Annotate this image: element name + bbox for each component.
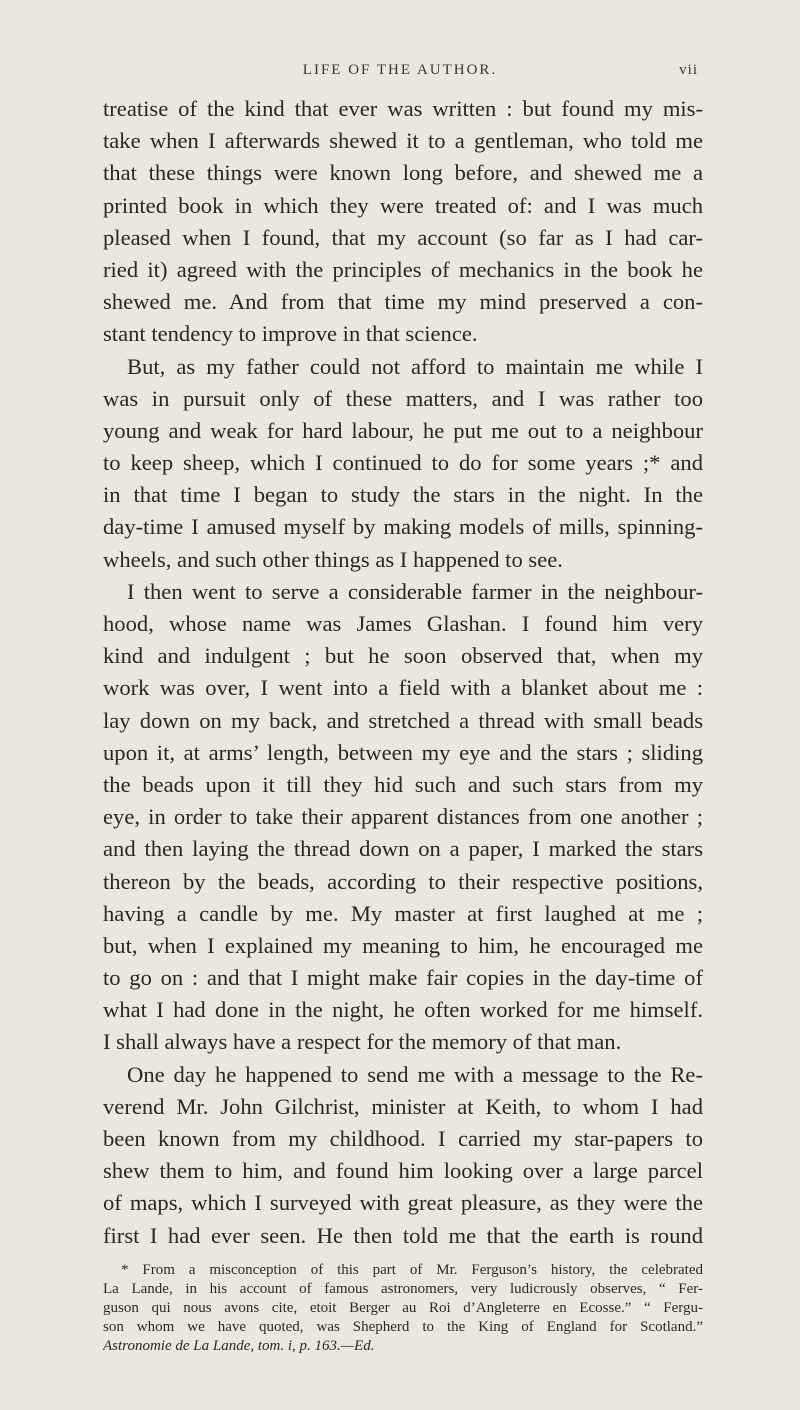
text-line: young and weak for hard labour, he put me out to a neighbour xyxy=(103,417,703,443)
running-title: LIFE OF THE AUTHOR. xyxy=(302,62,498,78)
text-line: eye, in order to take their apparent distances from one another ; xyxy=(103,804,703,830)
text-line: in that time I began to study the stars in the night. In the xyxy=(103,482,703,508)
text-line: work was over, I went into a field with a blanket about me : xyxy=(103,675,703,701)
text-line: treatise of the kind that ever was written : but found my mis- xyxy=(103,96,703,121)
text-line: shew them to him, and found him looking over a large parcel xyxy=(103,1158,703,1184)
text-line: that these things were known long before, and shewed me a xyxy=(103,160,703,186)
text-line: lay down on my back, and stretched a thread with small beads xyxy=(103,707,703,733)
text-line: take when I afterwards shewed it to a gentleman, who told me xyxy=(103,128,703,154)
text-line: thereon by the beads, according to their respective positions, xyxy=(103,868,703,894)
text-line: hood, whose name was James Glashan. I found him very xyxy=(103,611,703,636)
running-head xyxy=(0,62,800,86)
text-line: verend Mr. John Gilchrist, minister at Keith, to whom I had xyxy=(103,1093,703,1119)
text-line: I shall always have a respect for the memory of that man. xyxy=(103,1029,622,1055)
text-line: to go on : and that I might make fair copies in the day-time of xyxy=(103,965,703,991)
text-line: and then laying the thread down on a paper, I marked the stars xyxy=(103,836,703,862)
text-line: One day he happened to send me with a message to the Re- xyxy=(127,1061,703,1087)
footnote-line: son whom we have quoted, was Shepherd to the King of England for Scotland.” xyxy=(103,1319,703,1335)
text-line: shewed me. And from that time my mind preserved a con- xyxy=(103,289,703,315)
text-line: wheels, and such other things as I happened to see. xyxy=(103,546,563,572)
text-line: But, as my father could not afford to maintain me while I xyxy=(127,353,703,379)
text-line: of maps, which I surveyed with great pleasure, as they were the xyxy=(103,1190,703,1216)
text-line: printed book in which they were treated of: and I was much xyxy=(103,192,703,218)
text-line: kind and indulgent ; but he soon observed that, when my xyxy=(103,643,703,669)
body-text xyxy=(103,93,703,1252)
text-line: day-time I amused myself by making models of mills, spinning- xyxy=(103,514,703,540)
text-line: first I had ever seen. He then told me that the earth is round xyxy=(103,1222,703,1248)
text-line: was in pursuit only of these matters, and I was rather too xyxy=(103,385,703,411)
text-line: pleased when I found, that my account (so far as I had car- xyxy=(103,224,703,250)
page-number: vii xyxy=(679,62,698,78)
footnote xyxy=(103,1261,703,1356)
text-line: the beads upon it till they hid such and such stars from my xyxy=(103,771,703,797)
footnote-line: guson qui nous avons cite, etoit Berger au Roi d’Angleterre en Ecosse.” “ Fergu- xyxy=(103,1300,703,1316)
text-line: having a candle by me. My master at first laughed at me ; xyxy=(103,900,703,926)
footnote-line: La Lande, in his account of famous astronomers, very ludicrously observes, “ Fer- xyxy=(103,1281,703,1297)
text-line: been known from my childhood. I carried my star-papers to xyxy=(103,1126,703,1151)
footnote-line: Astronomie de La Lande, tom. i, p. 163.—Ed. xyxy=(103,1338,375,1354)
text-line: what I had done in the night, he often worked for me himself. xyxy=(103,997,703,1023)
text-line: upon it, at arms’ length, between my eye and the stars ; sliding xyxy=(103,739,703,765)
text-line: ried it) agreed with the principles of mechanics in the book he xyxy=(103,256,703,282)
text-line: but, when I explained my meaning to him, he encouraged me xyxy=(103,932,703,958)
text-line: to keep sheep, which I continued to do for some years ;* and xyxy=(103,450,703,476)
text-line: I then went to serve a considerable farmer in the neighbour- xyxy=(127,578,703,604)
text-line: stant tendency to improve in that science. xyxy=(103,321,478,347)
footnote-line: * From a misconception of this part of Mr. Ferguson’s history, the celebrated xyxy=(121,1262,703,1278)
